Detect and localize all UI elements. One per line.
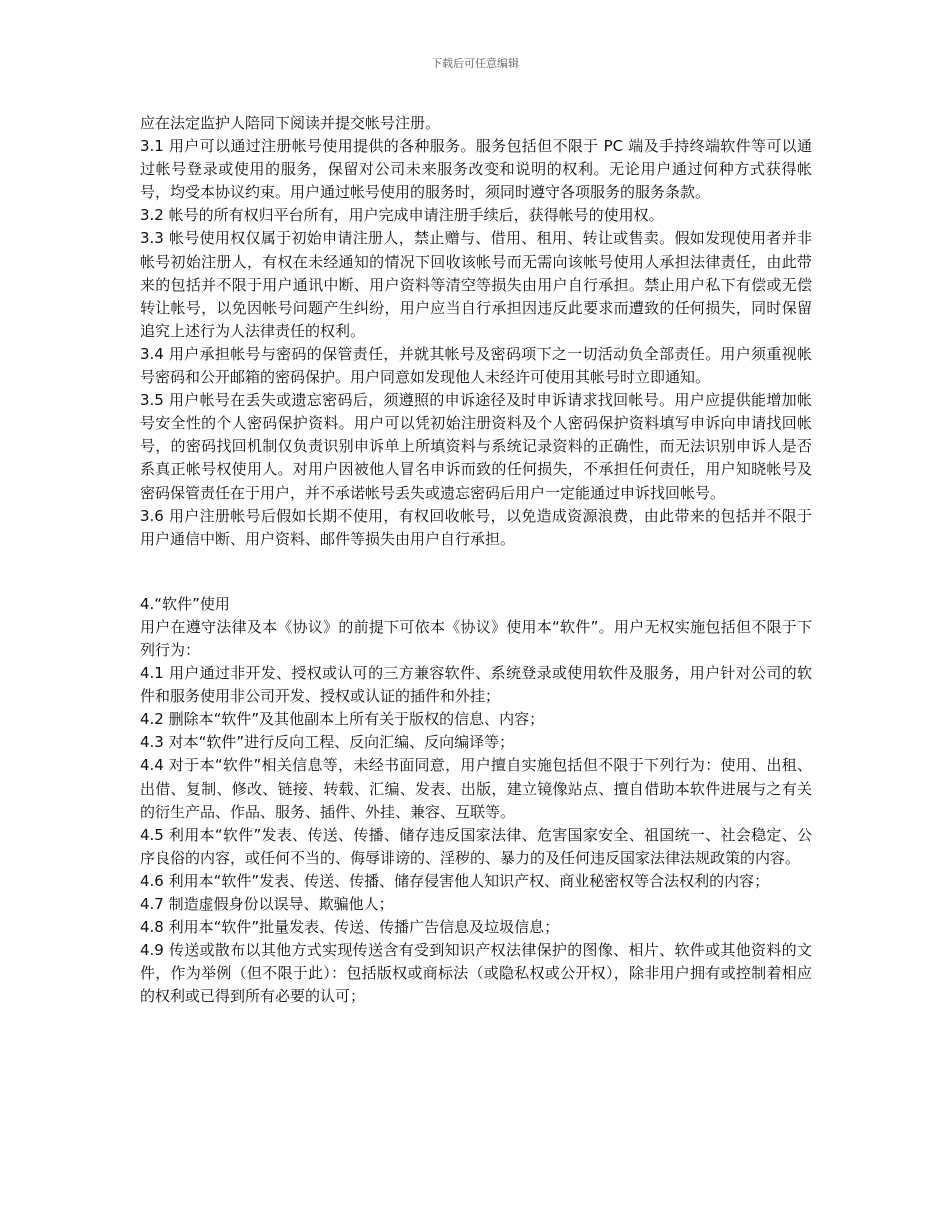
clause-4-4: 4.4 对于本“软件”相关信息等，未经书面同意，用户擅自实施包括但不限于下列行为：使用、出租、出借、复制、修改、链接、转载、汇编、发表、出版，建立镜像站点、擅自借助本软件进展与之有关的衍生产品、作品、服务、插件、外挂、兼容、互联等。 <box>140 756 812 821</box>
clause-3-5: 3.5 用户帐号在丢失或遗忘密码后，须遵照的申诉途径及时申诉请求找回帐号。用户应提供能增加帐号安全性的个人密码保护资料。用户可以凭初始注册资料及个人密码保护资料填写申诉向申请找回帐号，的密码找回机制仅负责识别申诉单上所填资料与系统记录资料的正确性，而无法识别申诉人是否系真正帐号权使用人。对用户因被他人冒名申诉而致的任何损失，不承担任何责任，用户知晓帐号及密码保管责任在于用户，并不承诺帐号丢失或遗忘密码后用户一定能通过申诉找回帐号。 <box>140 391 812 502</box>
clause-3-3: 3.3 帐号使用权仅属于初始申请注册人，禁止赠与、借用、租用、转让或售卖。假如发现使用者并非帐号初始注册人，有权在未经通知的情况下回收该帐号而无需向该帐号使用人承担法律责任，由此带来的包括并不限于用户通讯中断、用户资料等清空等损失由用户自行承担。禁止用户私下有偿或无偿转让帐号，以免因帐号问题产生纠纷，用户应当自行承担因违反此要求而遭致的任何损失，同时保留追究上述行为人法律责任的权利。 <box>140 229 812 340</box>
section4-intro: 用户在遵守法律及本《协议》的前提下可依本《协议》使用本“软件”。用户无权实施包括但不限于下列行为： <box>140 617 812 659</box>
clause-3-6: 3.6 用户注册帐号后假如长期不使用，有权回收帐号，以免造成资源浪费，由此带来的包括并不限于用户通信中断、用户资料、邮件等损失由用户自行承担。 <box>140 506 812 548</box>
section3-intro: 应在法定监护人陪同下阅读并提交帐号注册。 <box>140 114 441 132</box>
clause-4-3: 4.3 对本“软件”进行反向工程、反向汇编、反向编译等； <box>140 733 515 752</box>
clause-4-9: 4.9 传送或散布以其他方式实现传送含有受到知识产权法律保护的图像、相片、软件或其他资料的文件，作为举例（但不限于此）：包括版权或商标法（或隐私权或公开权），除非用户拥有或控制着相应的权利或已得到所有必要的认可； <box>140 941 812 1006</box>
section4-title: 4.“软件”使用 <box>140 594 230 613</box>
clause-3-1: 3.1 用户可以通过注册帐号使用提供的各种服务。服务包括但不限于 PC 端及手持终端软件等可以通过帐号登录或使用的服务，保留对公司未来服务改变和说明的权利。无论用户通过何种方式获得帐号，均受本协议约束。用户通过帐号使用的服务时，须同时遵守各项服务的服务条款。 <box>140 137 812 202</box>
page-header-note: 下载后可任意编辑 <box>431 57 519 70</box>
clause-4-2: 4.2 删除本“软件”及其他副本上所有关于版权的信息、内容； <box>140 710 545 729</box>
clause-4-7: 4.7 制造虚假身份以误导、欺骗他人； <box>140 895 394 913</box>
clause-4-6: 4.6 利用本“软件”发表、传送、传播、储存侵害他人知识产权、商业秘密权等合法权利的内容； <box>140 871 770 890</box>
clause-3-4: 3.4 用户承担帐号与密码的保管责任，并就其帐号及密码项下之一切活动负全部责任。用户须重视帐号密码和公开邮箱的密码保护。用户同意如发现他人未经许可使用其帐号时立即通知。 <box>140 344 812 387</box>
clause-3-2: 3.2 帐号的所有权归平台所有，用户完成申请注册手续后，获得帐号的使用权。 <box>140 206 664 225</box>
clause-4-5: 4.5 利用本“软件”发表、传送、传播、储存违反国家法律、危害国家安全、祖国统一、社会稳定、公序良俗的内容，或任何不当的、侮辱诽谤的、淫秽的、暴力的及任何违反国家法律法规政策的内容。 <box>140 825 812 867</box>
clause-4-8: 4.8 利用本“软件”批量发表、传送、传播广告信息及垃圾信息； <box>140 918 560 937</box>
document-body <box>140 112 812 1008</box>
section-spacer <box>140 551 812 593</box>
clause-4-1: 4.1 用户通过非开发、授权或认可的三方兼容软件、系统登录或使用软件及服务，用户针对公司的软件和服务使用非公司开发、授权或认证的插件和外挂； <box>140 664 812 706</box>
